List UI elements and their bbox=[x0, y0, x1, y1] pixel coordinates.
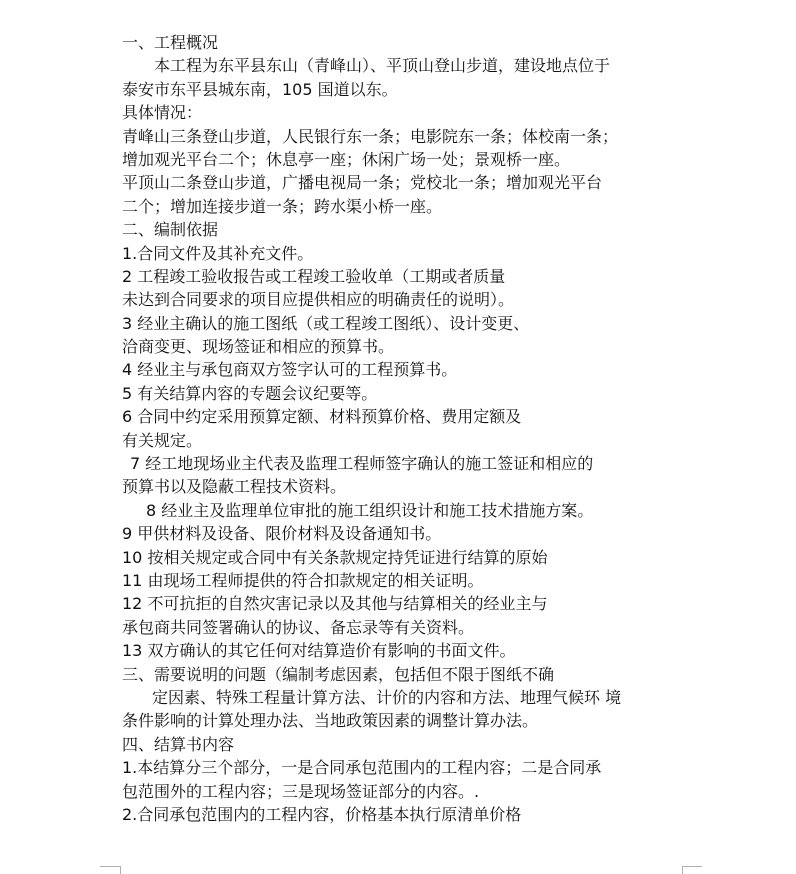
list-item: 12 不可抗拒的自然灾害记录以及其他与结算相关的经业主与 bbox=[122, 594, 548, 614]
list-item: 7 经工地现场业主代表及监理工程师签字确认的施工签证和相应的 bbox=[130, 454, 594, 474]
list-item: 1.本结算分三个部分，一是合同承包范围内的工程内容；二是合同承 bbox=[122, 758, 602, 778]
paragraph-line: 本工程为东平县东山（青峰山）、平顶山登山步道，建设地点位于 bbox=[154, 56, 611, 76]
section-heading-basis: 二、编制依据 bbox=[122, 220, 219, 240]
section-heading-overview: 一、工程概况 bbox=[122, 33, 219, 52]
paragraph-line: 平顶山二条登山步道，广播电视局一条；党校北一条；增加观光平台 bbox=[122, 173, 603, 193]
section-heading-notes: 三、需要说明的问题（编制考虑因素，包括但不限于图纸不确 bbox=[122, 664, 555, 684]
page-corner-mark-left bbox=[100, 866, 120, 867]
list-item: 6 合同中约定采用预算定额、材料预算价格、费用定额及 bbox=[122, 407, 522, 427]
page-corner-mark-left-vertical bbox=[120, 866, 121, 874]
list-item: 5 有关结算内容的专题会议纪要等。 bbox=[122, 383, 378, 403]
list-item: 有关规定。 bbox=[122, 430, 203, 450]
paragraph-line: 条件影响的计算处理办法、当地政策因素的调整计算办法。 bbox=[122, 711, 539, 731]
list-item: 包范围外的工程内容；三是现场签证部分的内容。. bbox=[122, 781, 480, 801]
page-corner-mark-right-vertical bbox=[682, 866, 683, 874]
paragraph-line: 定因素、特殊工程量计算方法、计价的内容和方法、地理气候环 境 bbox=[152, 687, 622, 707]
page-corner-mark-right bbox=[682, 866, 702, 867]
list-item: 13 双方确认的其它任何对结算造价有影响的书面文件。 bbox=[122, 641, 516, 661]
list-item: 预算书以及隐蔽工程技术资料。 bbox=[122, 477, 347, 497]
list-item: 承包商共同签署确认的协议、备忘录等有关资料。 bbox=[122, 617, 475, 637]
list-item: 1.合同文件及其补充文件。 bbox=[122, 243, 314, 263]
list-item: 2.合同承包范围内的工程内容，价格基本执行原清单价格 bbox=[122, 804, 522, 824]
list-item: 9 甲供材料及设备、限价材料及设备通知书。 bbox=[122, 524, 442, 544]
document-body bbox=[122, 31, 702, 826]
list-item: 11 由现场工程师提供的符合扣款规定的相关证明。 bbox=[122, 570, 484, 590]
paragraph-line: 泰安市东平县城东南，105 国道以东。 bbox=[122, 79, 398, 99]
paragraph-line: 具体情况： bbox=[122, 103, 203, 123]
list-item: 未达到合同要求的项目应提供相应的明确责任的说明）。 bbox=[122, 290, 515, 310]
list-item: 2 工程竣工验收报告或工程竣工验收单（工期或者质量 bbox=[122, 266, 506, 286]
list-item: 10 按相关规定或合同中有关条款规定持凭证进行结算的原始 bbox=[122, 547, 548, 567]
paragraph-line: 青峰山三条登山步道，人民银行东一条；电影院东一条；体校南一条； bbox=[122, 126, 619, 146]
list-item: 4 经业主与承包商双方签字认可的工程预算书。 bbox=[122, 360, 458, 380]
paragraph-line: 增加观光平台二个；休息亭一座；休闲广场一处；景观桥一座。 bbox=[122, 149, 571, 169]
paragraph-line: 二个；增加连接步道一条；跨水渠小桥一座。 bbox=[122, 196, 443, 216]
list-item: 3 经业主确认的施工图纸（或工程竣工图纸）、设计变更、 bbox=[122, 313, 530, 333]
section-heading-contents: 四、结算书内容 bbox=[122, 734, 235, 754]
list-item: 8 经业主及监理单位审批的施工组织设计和施工技术措施方案。 bbox=[146, 500, 594, 520]
list-item: 洽商变更、现场签证和相应的预算书。 bbox=[122, 337, 395, 357]
